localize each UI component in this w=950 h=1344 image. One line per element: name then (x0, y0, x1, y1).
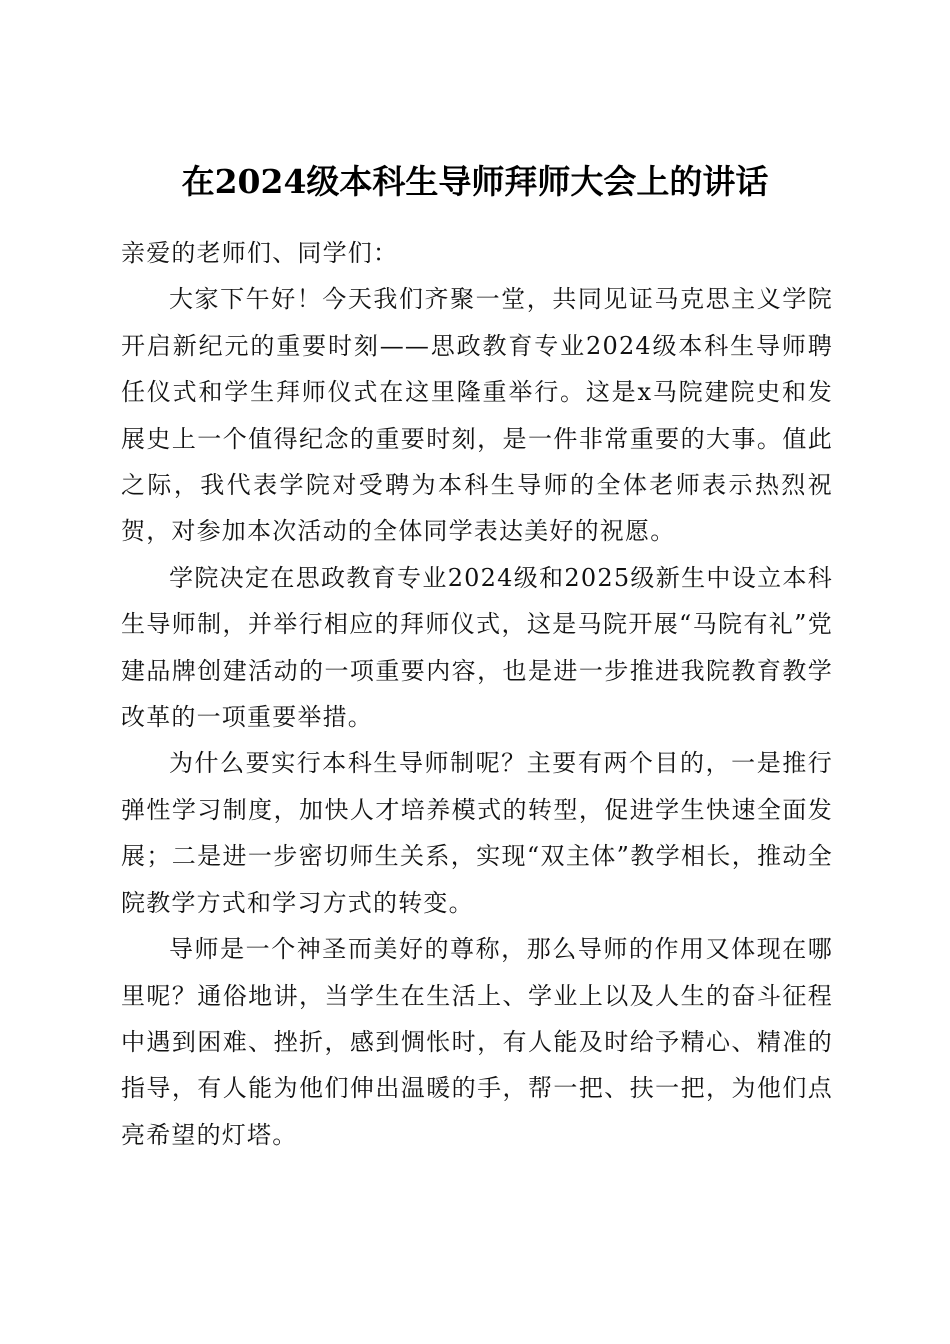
salutation: 亲爱的老师们、同学们： (121, 239, 399, 267)
paragraph-mentor-role: 导师是一个神圣而美好的尊称，那么导师的作用又体现在哪里呢？通俗地讲，当学生在生活上、学业上以及人生的奋斗征程中遇到困难、挫折，感到惆怅时，有人能及时给予精心、精准的指导，有人能为他们伸出温暖的手，帮一把、扶一把，为他们点亮希望的灯塔。 (121, 935, 833, 1149)
paragraph-decision: 学院决定在思政教育专业2024级和2025级新生中设立本科生导师制，并举行相应的拜师仪式，这是马院开展“马院有礼”党建品牌创建活动的一项重要内容，也是进一步推进我院教育教学改革的一项重要举措。 (121, 563, 833, 732)
paragraph-purpose: 为什么要实行本科生导师制呢？主要有两个目的，一是推行弹性学习制度，加快人才培养模式的转型，促进学生快速全面发展；二是进一步密切师生关系，实现“双主体”教学相长，推动全院教学方式和学习方式的转变。 (121, 749, 833, 917)
document-body (121, 230, 833, 1158)
paragraph-greeting: 大家下午好！今天我们齐聚一堂，共同见证马克思主义学院开启新纪元的重要时刻——思政教育专业2024级本科生导师聘任仪式和学生拜师仪式在这里隆重举行。这是x马院建院史和发展史上一个值得纪念的重要时刻，是一件非常重要的大事。值此之际，我代表学院对受聘为本科生导师的全体老师表示热烈祝贺，对参加本次活动的全体同学表达美好的祝愿。 (121, 285, 833, 546)
document-title: 在2024级本科生导师拜师大会上的讲话 (181, 162, 769, 202)
